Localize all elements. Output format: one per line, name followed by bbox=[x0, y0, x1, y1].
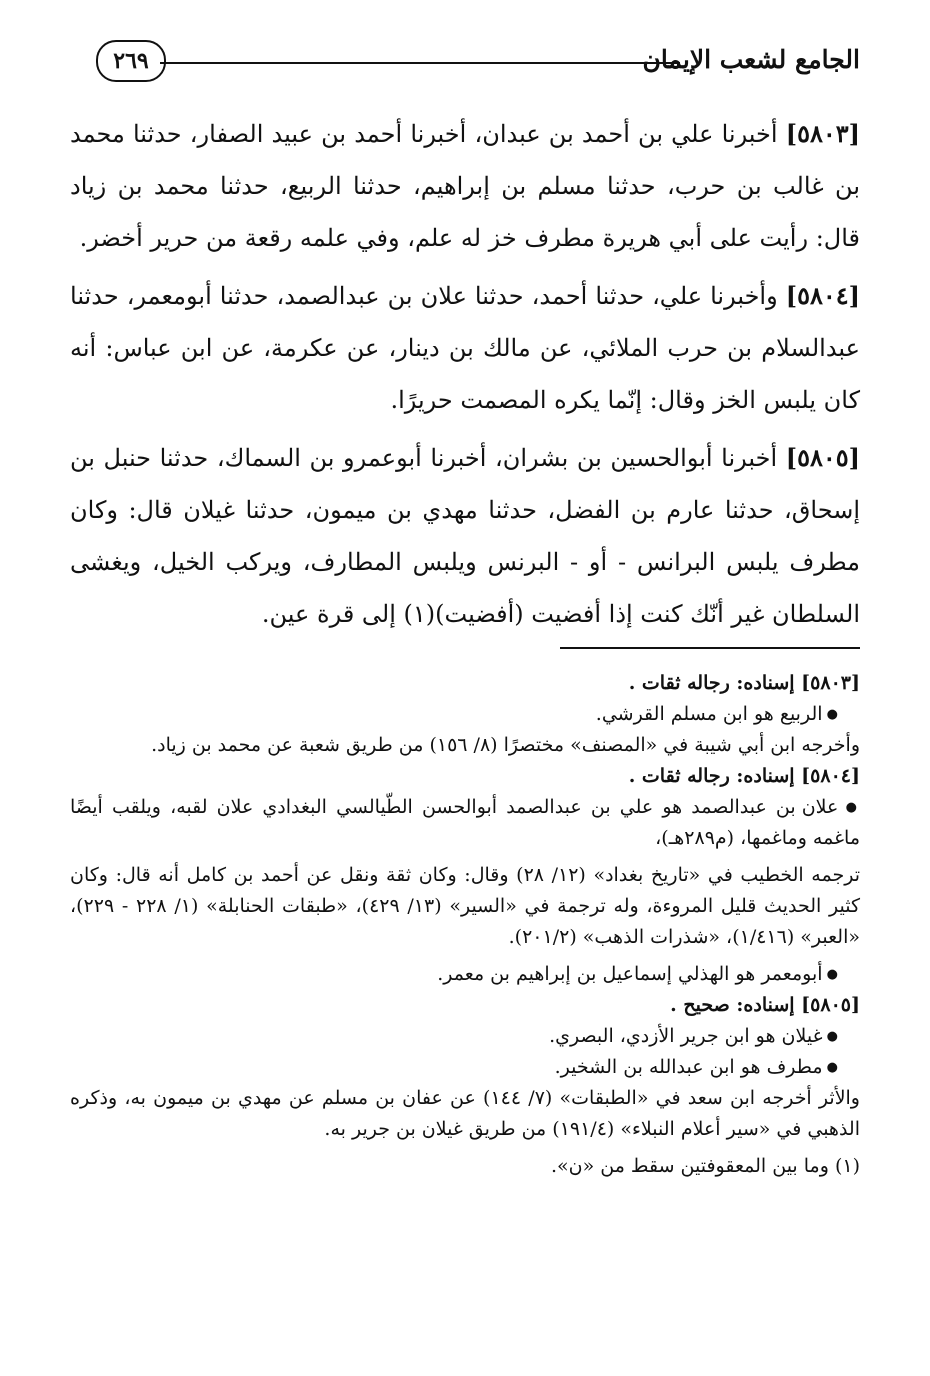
hadith-5805 bbox=[70, 432, 860, 640]
hadith-text: أخبرنا أبوالحسين بن بشران، أخبرنا أبوعمرو بن السماك، حدثنا حنبل بن إسحاق، حدثنا عارم بن الفضل، حدثنا مهدي بن ميمون، حدثنا غيلان قال: وكان مطرف يلبس البرانس - أو - البرنس ويلبس المطارف، ويركب الخيل، ويغشى السلطان غير أنّك كنت إذا أفضيت (أفضيت)(١) إلى قرة عين. bbox=[70, 444, 860, 628]
hadith-number: [٥٨٠٥] bbox=[785, 443, 860, 472]
main-text bbox=[70, 108, 860, 646]
footnote-separator bbox=[560, 647, 860, 649]
running-head-title: الجامع لشعب الإيمان bbox=[642, 45, 860, 74]
note-bullet: ● أبومعمر هو الهذلي إسماعيل بن إبراهيم بن معمر. bbox=[70, 959, 860, 990]
hadith-5803 bbox=[70, 108, 860, 264]
footnotes bbox=[70, 668, 860, 1182]
note-heading-5805: [٥٨٠٥] إسناده: صحيح . bbox=[670, 994, 860, 1016]
note-heading-5804: [٥٨٠٤] إسناده: رجاله ثقات . bbox=[628, 765, 860, 787]
note-bullet: ● الربيع هو ابن مسلم القرشي. bbox=[70, 699, 860, 730]
note-bullet: ● غيلان هو ابن جرير الأزدي، البصري. bbox=[70, 1021, 860, 1052]
hadith-5804 bbox=[70, 270, 860, 426]
note-line: وأخرجه ابن أبي شيبة في «المصنف» مختصرًا (٨/ ١٥٦) من طريق شعبة عن محمد بن زياد. bbox=[151, 734, 860, 756]
hadith-text: أخبرنا علي بن أحمد بن عبدان، أخبرنا أحمد بن عبيد الصفار، حدثنا محمد بن غالب بن حرب، حدثنا مسلم بن إبراهيم، حدثنا الربيع، حدثنا محمد بن زياد قال: رأيت على أبي هريرة مطرف خز له علم، وفي علمه رقعة من حرير أخضر. bbox=[70, 120, 860, 252]
note-line: ترجمه الخطيب في «تاريخ بغداد» (١٢/ ٢٨) وقال: وكان ثقة ونقل عن أحمد بن كامل أنه قال: وكان كثير الحديث قليل المروءة، وله ترجمة في «السير» (١٣/ ٤٢٩)، «طبقات الحنابلة» (١/ ٢٢٨ - ٢٢٩)، «العبر» (١/٤١٦)، «شذرات الذهب» (٢٠١/٢). bbox=[70, 864, 860, 948]
note-heading-5803: [٥٨٠٣] إسناده: رجاله ثقات . bbox=[628, 672, 860, 694]
note-bullet: ● مطرف هو ابن عبدالله بن الشخير. bbox=[70, 1052, 860, 1083]
note-line: والأثر أخرجه ابن سعد في «الطبقات» (٧/ ١٤٤) عن عفان بن مسلم عن مهدي بن ميمون به، وذكره الذهبي في «سير أعلام النبلاء» (١٩١/٤) من طريق غيلان بن جرير به. bbox=[70, 1087, 860, 1140]
hadith-number: [٥٨٠٤] bbox=[785, 281, 860, 310]
footnote-1: (١) وما بين المعقوفتين سقط من «ن». bbox=[550, 1155, 860, 1177]
note-bullet: ● علان بن عبدالصمد هو علي بن عبدالصمد أبوالحسن الطّيالسي البغدادي علان لقبه، ويلقب أيضًا ماغمه وماغمها، (م٢٨٩هـ)، bbox=[70, 792, 860, 854]
hadith-text: وأخبرنا علي، حدثنا أحمد، حدثنا علان بن عبدالصمد، حدثنا أبومعمر، حدثنا عبدالسلام بن حرب الملائي، عن مالك بن دينار، عن عكرمة، عن ابن عباس: أنه كان يلبس الخز وقال: إنّما يكره المصمت حريرًا. bbox=[70, 282, 860, 414]
page-number: ٢٦٩ bbox=[96, 40, 166, 82]
hadith-number: [٥٨٠٣] bbox=[785, 119, 860, 148]
header-rule bbox=[160, 62, 680, 64]
